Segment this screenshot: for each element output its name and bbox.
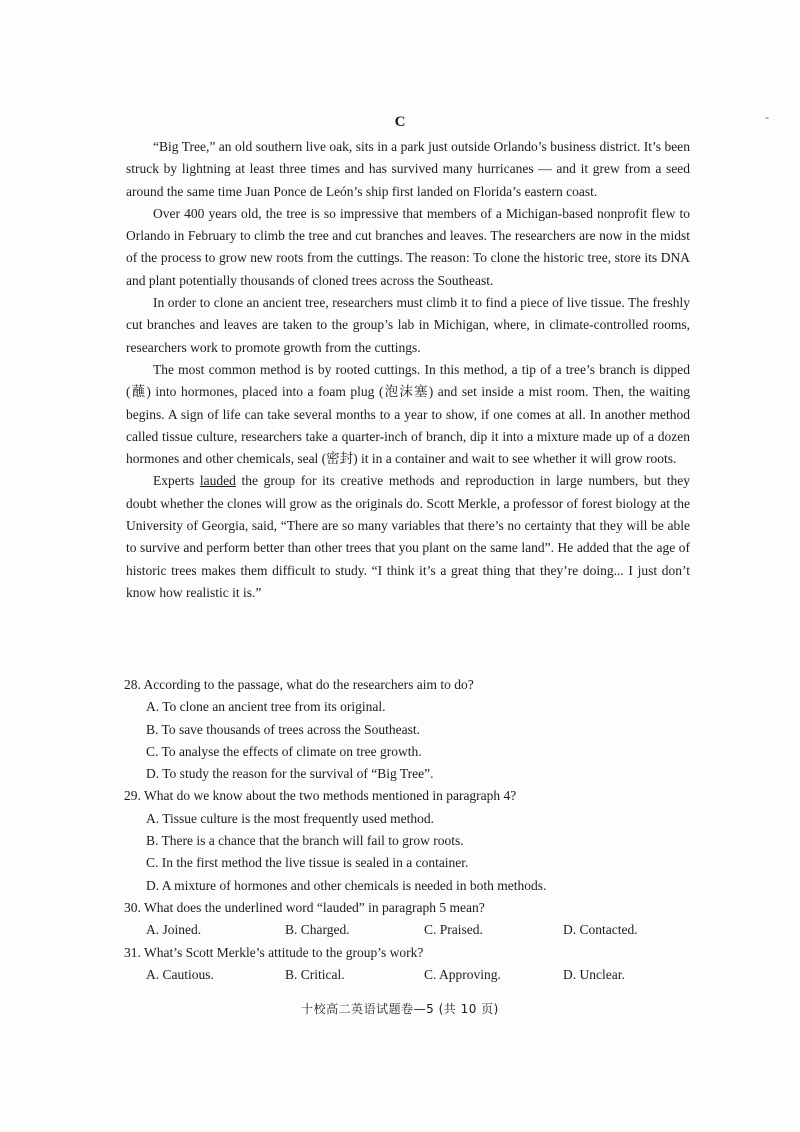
question-stem: 29. What do we know about the two methods mentioned in paragraph 4? — [124, 788, 517, 804]
option-c: C. To analyse the effects of climate on tree growth. — [146, 743, 422, 759]
option-c: C. Approving. — [424, 966, 501, 982]
option-list — [124, 919, 704, 941]
option-list — [124, 808, 704, 897]
option-a: A. To clone an ancient tree from its original. — [146, 699, 386, 715]
option-a: A. Tissue culture is the most frequently used method. — [146, 810, 434, 826]
question-30 — [124, 897, 704, 942]
paragraph-5-start: Experts — [153, 473, 200, 489]
option-d: D. To study the reason for the survival of “Big Tree”. — [146, 766, 434, 782]
question-28 — [124, 674, 704, 785]
paragraph-5-rest: the group for its creative methods and reproduction in large numbers, but they doubt whether the clones will grow as the originals do. Scott Merkle, a professor of forest biology at the University of Georgia, said, “There are so many variables that there’s no certainty that they will be able to survive and perform better than other trees that you plant on the same land”. He added that the age of historic trees makes them difficult to study. “I think it’s a great thing that they’re doing... I just don’t know how realistic it is.” — [126, 473, 690, 600]
reading-passage — [126, 136, 690, 604]
option-a: A. Cautious. — [146, 966, 214, 982]
option-d: D. Contacted. — [563, 922, 638, 938]
option-b: B. There is a chance that the branch will fail to grow roots. — [146, 833, 464, 849]
paragraph-5 — [126, 470, 690, 604]
option-list — [124, 696, 704, 785]
question-31 — [124, 942, 704, 987]
paragraph-1: “Big Tree,” an old southern live oak, sits in a park just outside Orlando’s business district. It’s been struck by lightning at least three times and has survived many hurricanes — and it grew from a seed around the same time Juan Ponce de León’s ship first landed on Florida’s eastern coast. — [126, 139, 690, 199]
option-d: D. A mixture of hormones and other chemicals is needed in both methods. — [146, 877, 547, 893]
question-list — [124, 674, 704, 986]
question-stem: 31. What’s Scott Merkle’s attitude to the group’s work? — [124, 944, 424, 960]
question-29 — [124, 785, 704, 896]
option-b: B. Critical. — [285, 966, 345, 982]
option-c: C. In the first method the live tissue is sealed in a container. — [146, 855, 469, 871]
section-letter: C — [394, 114, 406, 130]
paragraph-4: The most common method is by rooted cuttings. In this method, a tip of a tree’s branch is dipped (蘸) into hormones, placed into a foam plug (泡沫塞) and set inside a mist room. Then, the waiting begins. A sign of life can take several months to a year to show, if one comes at all. In another method called tissue culture, researchers take a quarter-inch of branch, dip it into a mixture made up of a dozen hormones and other chemicals, seal (密封) it in a container and wait to see whether it will grow roots. — [126, 361, 690, 467]
question-stem: 30. What does the underlined word “lauded” in paragraph 5 mean? — [124, 899, 485, 915]
option-list — [124, 964, 704, 986]
option-b: B. To save thousands of trees across the Southeast. — [146, 721, 421, 737]
option-c: C. Praised. — [424, 922, 483, 938]
paragraph-3: In order to clone an ancient tree, researchers must climb it to find a piece of live tissue. The freshly cut branches and leaves are taken to the group’s lab in Michigan, where, in climate-controlled rooms, researchers work to promote growth from the cuttings. — [126, 295, 690, 355]
page-footer: 十校高二英语试题卷—5 (共 10 页) — [301, 1002, 499, 1016]
option-b: B. Charged. — [285, 922, 350, 938]
paragraph-2: Over 400 years old, the tree is so impressive that members of a Michigan-based nonprofit flew to Orlando in February to climb the tree and cut branches and leaves. The researchers are now in the midst of the process to grow new roots from the cuttings. The reason: To clone the historic tree, store its DNA and plant potentially thousands of cloned trees across the Southeast. — [126, 205, 690, 288]
underlined-word: lauded — [199, 473, 236, 489]
edge-mark: - — [765, 110, 769, 124]
option-a: A. Joined. — [146, 922, 202, 938]
question-stem: 28. According to the passage, what do the researchers aim to do? — [124, 677, 474, 692]
option-d: D. Unclear. — [563, 966, 625, 982]
